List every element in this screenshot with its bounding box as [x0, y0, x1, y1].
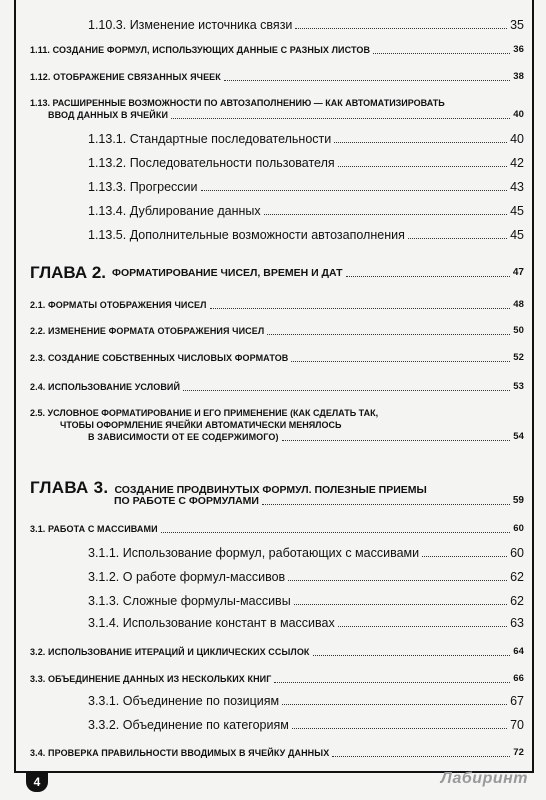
watermark-logo: Лабиринт [440, 770, 528, 787]
toc-section-label: 2.2. ИЗМЕНЕНИЕ ФОРМАТА ОТОБРАЖЕНИЯ ЧИСЕЛ [30, 326, 265, 336]
toc-entry [88, 546, 524, 560]
toc-section-label: 2.1. ФОРМАТЫ ОТОБРАЖЕНИЯ ЧИСЕЛ [30, 300, 207, 310]
leader-dots [422, 556, 507, 557]
toc-section [30, 380, 524, 394]
leader-dots [346, 276, 510, 277]
toc-section-line1: 1.13. РАСШИРЕННЫЕ ВОЗМОЖНОСТИ ПО АВТОЗАПОЛНЕНИЮ — КАК АВТОМАТИЗИРОВАТЬ [30, 98, 445, 108]
toc-entry-page: 70 [510, 718, 524, 732]
toc-section-label: 1.12. ОТОБРАЖЕНИЕ СВЯЗАННЫХ ЯЧЕЕК [30, 72, 221, 82]
chapter-2-page: 47 [512, 267, 524, 278]
toc-entry-page: 63 [510, 616, 524, 630]
toc-section-page: 54 [513, 431, 524, 442]
leader-dots [313, 655, 511, 656]
toc-entry-label: 3.3.2. Объединение по категориям [88, 718, 289, 732]
toc-section [30, 298, 524, 312]
frame-left-rule [14, 0, 16, 772]
toc-entry-page: 45 [510, 228, 524, 242]
leader-dots [264, 214, 507, 215]
toc-section [30, 324, 524, 338]
toc-section-page: 53 [513, 381, 524, 392]
leader-dots [201, 190, 508, 191]
toc-entry-page: 67 [510, 694, 524, 708]
frame-right-rule [532, 0, 534, 772]
toc-section-page: 52 [513, 352, 524, 363]
toc-entry [88, 228, 524, 242]
leader-dots [224, 80, 510, 81]
toc-entry-label: 1.13.5. Дополнительные возможности автозаполнения [88, 228, 405, 242]
toc-section-page: 66 [513, 673, 524, 684]
toc-entry-page: 60 [510, 546, 524, 560]
toc-entry [88, 204, 524, 218]
leader-dots [282, 440, 511, 441]
toc-entry-label: 1.13.4. Дублирование данных [88, 204, 261, 218]
toc-entry [88, 718, 524, 732]
toc-entry-page: 62 [510, 594, 524, 608]
toc-section-page: 50 [513, 325, 524, 336]
leader-dots [338, 166, 507, 167]
chapter-3-page: 59 [512, 495, 524, 506]
toc-entry-page: 43 [510, 180, 524, 194]
toc-entry-label: 3.1.2. О работе формул-массивов [88, 570, 286, 584]
leader-dots [338, 626, 507, 627]
toc-entry-label: 1.13.3. Прогрессии [88, 180, 198, 194]
leader-dots [274, 682, 510, 683]
leader-dots [183, 390, 510, 391]
toc-section-label: 3.2. ИСПОЛЬЗОВАНИЕ ИТЕРАЦИЙ И ЦИКЛИЧЕСКИХ ССЫЛОК [30, 647, 310, 657]
toc-entry-label: 3.3.1. Объединение по позициям [88, 694, 280, 708]
toc-entry-page: 35 [510, 18, 524, 32]
toc-section [30, 70, 524, 84]
toc-entry [88, 694, 524, 708]
toc-section [30, 645, 524, 659]
leader-dots [171, 118, 510, 119]
toc-section-page: 60 [513, 523, 524, 534]
toc-section-line2: ЧТОБЫ ОФОРМЛЕНИЕ ЯЧЕЙКИ АВТОМАТИЧЕСКИ МЕНЯЛОСЬ [60, 420, 342, 430]
toc-section-label: 3.1. РАБОТА С МАССИВАМИ [30, 524, 158, 534]
leader-dots [334, 142, 507, 143]
toc-entry-label: 1.13.2. Последовательности пользователя [88, 156, 335, 170]
toc-entry [88, 616, 524, 630]
toc-section-label: 3.3. ОБЪЕДИНЕНИЕ ДАННЫХ ИЗ НЕСКОЛЬКИХ КНИГ [30, 674, 272, 684]
toc-section [30, 351, 524, 365]
toc-section [30, 746, 524, 760]
toc-section-line1: 2.5. УСЛОВНОЕ ФОРМАТИРОВАНИЕ И ЕГО ПРИМЕНЕНИЕ (КАК СДЕЛАТЬ ТАК, [30, 408, 379, 418]
toc-section-label: 2.3. СОЗДАНИЕ СОБСТВЕННЫХ ЧИСЛОВЫХ ФОРМАТОВ [30, 353, 289, 363]
chapter-3-title-line1: СОЗДАНИЕ ПРОДВИНУТЫХ ФОРМУЛ. ПОЛЕЗНЫЕ ПРИЕМЫ [114, 484, 427, 496]
chapter-2-label: ГЛАВА 2. [30, 263, 107, 282]
toc-entry [88, 18, 524, 32]
toc-section-page: 64 [513, 646, 524, 657]
chapter-2-heading [30, 263, 524, 282]
leader-dots [262, 504, 510, 505]
toc-section-page: 38 [513, 71, 524, 82]
leader-dots [294, 604, 507, 605]
leader-dots [210, 308, 511, 309]
toc-entry [88, 594, 524, 608]
toc-section-page: 36 [513, 44, 524, 55]
toc-section [88, 430, 524, 444]
toc-entry-page: 62 [510, 570, 524, 584]
toc-entry [88, 132, 524, 146]
toc-section [48, 108, 524, 122]
leader-dots [292, 728, 507, 729]
toc-entry-page: 45 [510, 204, 524, 218]
leader-dots [267, 334, 510, 335]
toc-section-page: 48 [513, 299, 524, 310]
page-number-badge: 4 [26, 772, 48, 792]
toc-entry-label: 3.1.4. Использование констант в массивах [88, 616, 335, 630]
toc-section [30, 522, 524, 536]
toc-entry [88, 570, 524, 584]
leader-dots [282, 704, 507, 705]
toc-section-label: В ЗАВИСИМОСТИ ОТ ЕЕ СОДЕРЖИМОГО) [88, 432, 279, 442]
leader-dots [161, 532, 511, 533]
toc-entry-label: 3.1.3. Сложные формулы-массивы [88, 594, 291, 608]
toc-entry-page: 42 [510, 156, 524, 170]
toc-section-page: 72 [513, 747, 524, 758]
toc-entry-label: 3.1.1. Использование формул, работающих с массивами [88, 546, 420, 560]
leader-dots [291, 361, 510, 362]
leader-dots [408, 238, 507, 239]
toc-section [30, 672, 524, 686]
leader-dots [332, 756, 510, 757]
toc-entry-label: 1.13.1. Стандартные последовательности [88, 132, 332, 146]
chapter-2-title: ФОРМАТИРОВАНИЕ ЧИСЕЛ, ВРЕМЕН И ДАТ [112, 267, 343, 279]
toc-entry-label: 1.10.3. Изменение источника связи [88, 18, 293, 32]
chapter-3-heading-line2 [114, 494, 524, 508]
leader-dots [373, 53, 510, 54]
toc-section-label: ВВОД ДАННЫХ В ЯЧЕЙКИ [48, 110, 169, 120]
toc-entry-page: 40 [510, 132, 524, 146]
toc-section-label: 3.4. ПРОВЕРКА ПРАВИЛЬНОСТИ ВВОДИМЫХ В ЯЧЕЙКУ ДАННЫХ [30, 748, 330, 758]
toc-section [30, 43, 524, 57]
chapter-3-title-line2: ПО РАБОТЕ С ФОРМУЛАМИ [114, 495, 259, 507]
chapter-3-label: ГЛАВА 3. [30, 478, 109, 497]
toc-section-page: 40 [513, 109, 524, 120]
toc-section-label: 2.4. ИСПОЛЬЗОВАНИЕ УСЛОВИЙ [30, 382, 181, 392]
toc-entry [88, 156, 524, 170]
leader-dots [295, 28, 507, 29]
toc-section-label: 1.11. СОЗДАНИЕ ФОРМУЛ, ИСПОЛЬЗУЮЩИХ ДАННЫЕ С РАЗНЫХ ЛИСТОВ [30, 45, 371, 55]
toc-entry [88, 180, 524, 194]
leader-dots [288, 580, 507, 581]
